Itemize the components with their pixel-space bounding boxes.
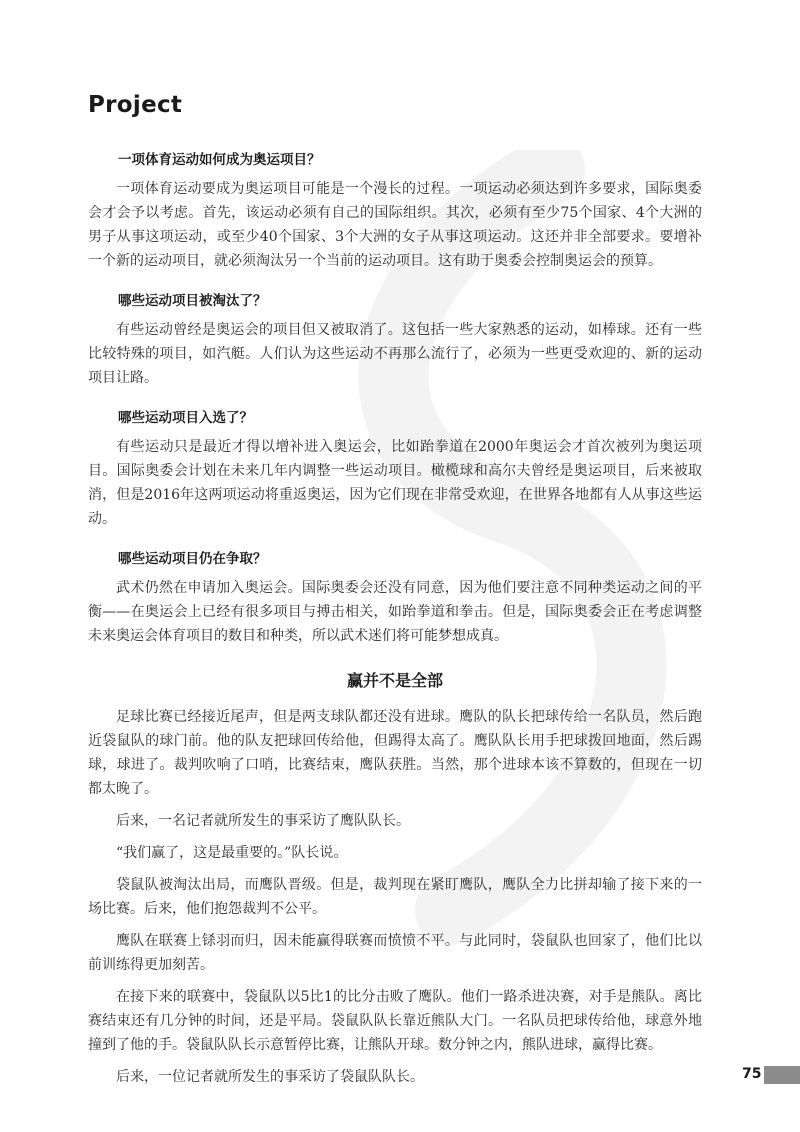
- section-title: 一项体育运动如何成为奥运项目？: [118, 152, 321, 168]
- story-paragraph: 在接下来的联赛中，袋鼠队以5比1的比分击败了鹰队。他们一路杀进决赛，对手是熊队。离比赛结束还有几分钟的时间，还是平局。袋鼠队队长靠近熊队大门。一名队员把球传给他，球意外地撞到了他的手。袋鼠队队长示意暂停比赛，让熊队开球。数分钟之内，熊队进球，赢得比赛。: [88, 989, 702, 1053]
- section-title: 哪些运动项目入选了？: [118, 410, 253, 426]
- paragraph: 有些运动只是最近才得以增补进入奥运会，比如跆拳道在2000年奥运会才首次被列为奥运项目。国际奥委会计划在未来几年内调整一些运动项目。橄榄球和高尔夫曾经是奥运项目，后来被取消，但是2016年这两项运动将重返奥运，因为它们现在非常受欢迎，在世界各地都有人从事这些运动。: [88, 439, 702, 527]
- paragraph: 有些运动曾经是奥运会的项目但又被取消了。这包括一些大家熟悉的运动，如棒球。还有一些比较特殊的项目，如汽艇。人们认为这些运动不再那么流行了，必须为一些更受欢迎的、新的运动项目让路。: [88, 322, 702, 386]
- story-paragraph: 袋鼠队被淘汰出局，而鹰队晋级。但是，裁判现在紧盯鹰队，鹰队全力比拼却输了接下来的一场比赛。后来，他们抱怨裁判不公平。: [88, 877, 702, 917]
- story-body: [88, 705, 702, 1089]
- section-title: 哪些运动项目被淘汰了？: [118, 293, 267, 309]
- section-1: [88, 148, 702, 273]
- section-title: 哪些运动项目仍在争取？: [118, 551, 267, 567]
- story-paragraph: 足球比赛已经接近尾声，但是两支球队都还没有进球。鹰队的队长把球传给一名队员，然后跑近袋鼠队的球门前。他的队友把球回传给他，但踢得太高了。鹰队队长用手把球拨回地面，然后踢球，球进了。裁判吹响了口哨，比赛结束，鹰队获胜。当然，那个进球本该不算数的，但现在一切都太晚了。: [88, 709, 702, 797]
- page-number: 75: [742, 1066, 762, 1082]
- article-content: [88, 148, 702, 1097]
- paragraph: 一项体育运动要成为奥运项目可能是一个漫长的过程。一项运动必须达到许多要求，国际奥委会才会予以考虑。首先，该运动必须有自己的国际组织。其次，必须有至少75个国家、4个大洲的男子从事这项运动，或至少40个国家、3个大洲的女子从事这项运动。这还并非全部要求。要增补一个新的运动项目，就必须淘汰另一个当前的运动项目。这有助于奥委会控制奥运会的预算。: [88, 181, 702, 269]
- page-heading: Project: [88, 92, 183, 118]
- section-4: [88, 547, 702, 648]
- story-paragraph: 后来，一名记者就所发生的事采访了鹰队队长。: [116, 813, 410, 829]
- story-paragraph: “我们赢了，这是最重要的。”队长说。: [116, 845, 348, 861]
- story-paragraph: 后来，一位记者就所发生的事采访了袋鼠队队长。: [116, 1069, 424, 1085]
- section-2: [88, 289, 702, 390]
- page-number-bar: [764, 1066, 800, 1084]
- paragraph: 武术仍然在申请加入奥运会。国际奥委会还没有同意，因为他们要注意不同种类运动之间的平衡——在奥运会上已经有很多项目与搏击相关，如跆拳道和拳击。但是，国际奥委会正在考虑调整未来奥运会体育项目的数目和种类，所以武术迷们将可能梦想成真。: [88, 580, 702, 644]
- story-paragraph: 鹰队在联赛上铩羽而归，因未能赢得联赛而愤愤不平。与此同时，袋鼠队也回家了，他们比以前训练得更加刻苦。: [88, 933, 702, 973]
- story-title: 赢并不是全部: [346, 671, 443, 690]
- section-3: [88, 406, 702, 531]
